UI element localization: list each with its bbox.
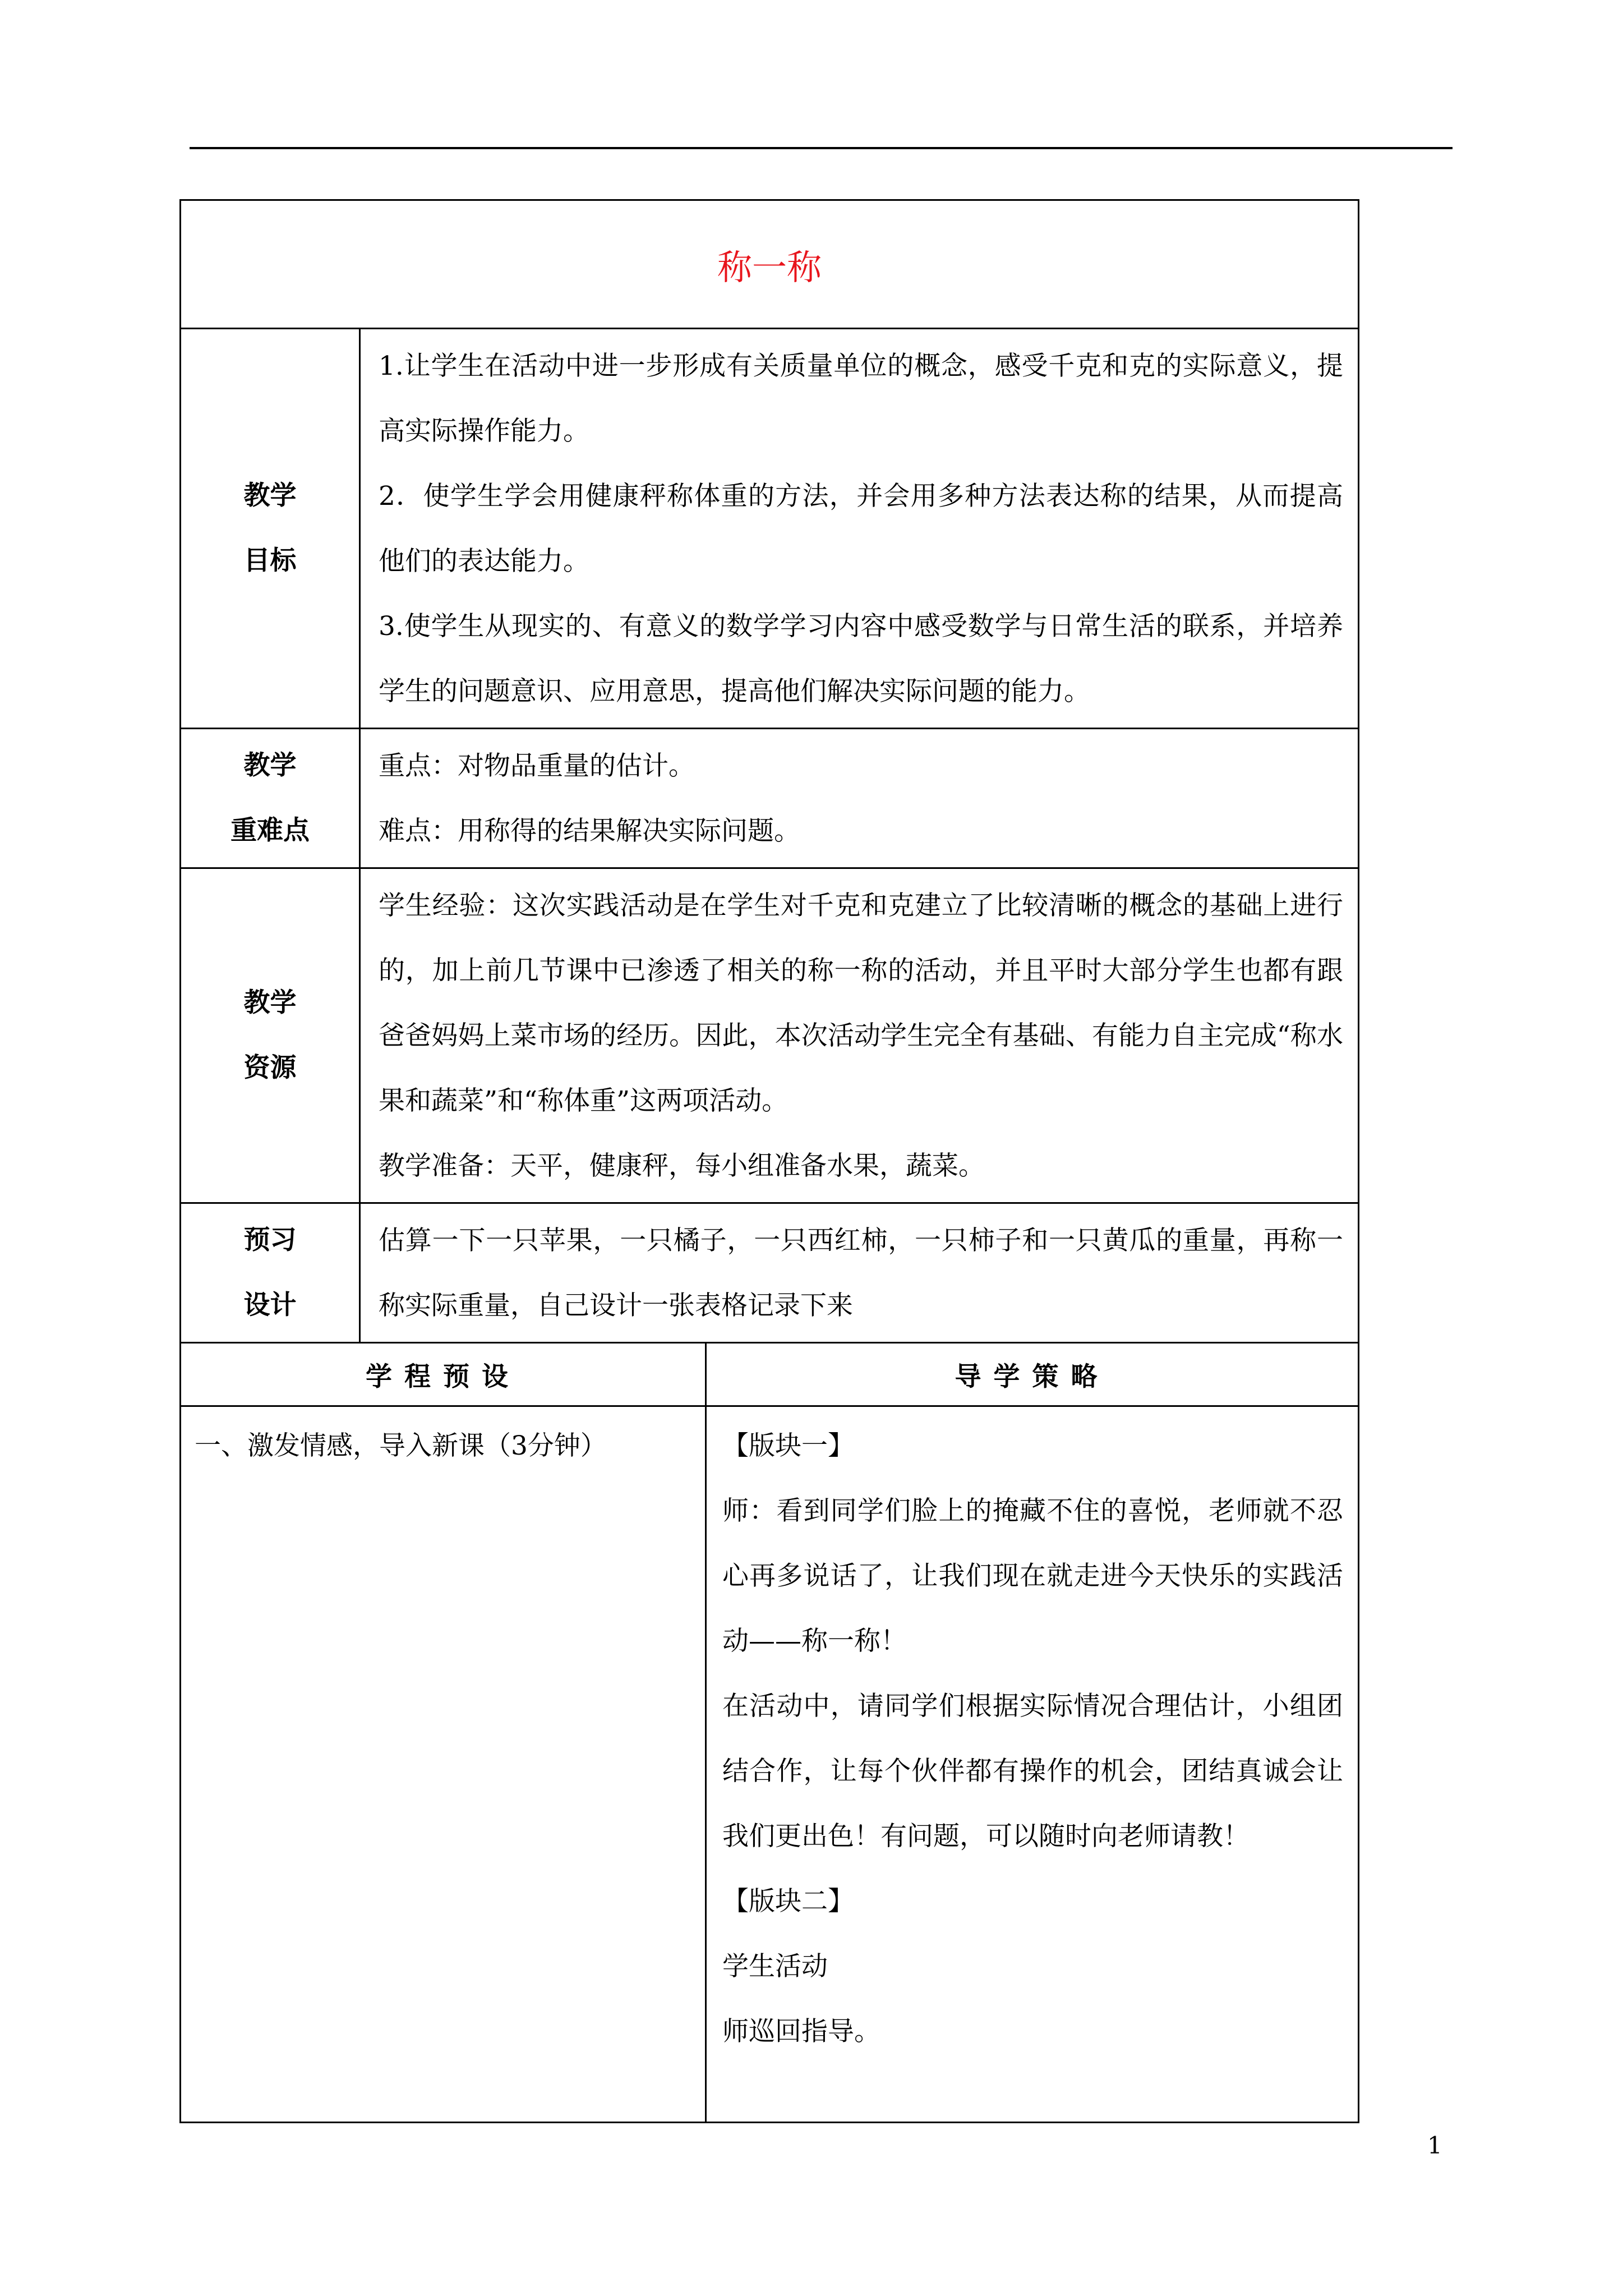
objective-item: 1.让学生在活动中进一步形成有关质量单位的概念，感受千克和克的实际意义，提高实际操作能力。 bbox=[379, 351, 1344, 447]
strategy-paragraph: 【版块二】 bbox=[722, 1886, 854, 1917]
key-points-row bbox=[181, 729, 1359, 868]
key-points-label bbox=[181, 729, 360, 868]
preview-label-line-2: 设计 bbox=[243, 1290, 297, 1320]
column-header-strategy: 导学策略 bbox=[706, 1343, 1359, 1406]
page-number: 1 bbox=[1427, 2132, 1442, 2159]
strategy-paragraph: 【版块一】 bbox=[722, 1430, 854, 1461]
objectives-label bbox=[181, 329, 360, 729]
title-row bbox=[181, 200, 1359, 329]
resources-label-line-1: 教学 bbox=[243, 987, 297, 1018]
resources-row bbox=[181, 868, 1359, 1203]
lesson-plan-table bbox=[179, 199, 1359, 2123]
resource-item: 学生经验：这次实践活动是在学生对千克和克建立了比较清晰的概念的基础上进行的，加上前几节课中已渗透了相关的称一称的活动，并且平时大部分学生也都有跟爸爸妈妈上菜市场的经历。因此，本次活动学生完全有基础、有能力自主完成“称水果和蔬菜”和“称体重”这两项活动。 bbox=[379, 890, 1344, 1116]
preview-label-line-1: 预习 bbox=[243, 1225, 297, 1255]
preview-item: 估算一下一只苹果，一只橘子，一只西红柿，一只柿子和一只黄瓜的重量，再称一称实际重量，自己设计一张表格记录下来 bbox=[379, 1225, 1344, 1321]
key-point-item: 难点：用称得的结果解决实际问题。 bbox=[379, 816, 800, 846]
resources-label-line-2: 资源 bbox=[243, 1052, 297, 1083]
strategy-paragraph: 师：看到同学们脸上的掩藏不住的喜悦，老师就不忍心再多说话了，让我们现在就走进今天快乐的实践活动——称一称！ bbox=[722, 1496, 1344, 1657]
header-rule bbox=[190, 147, 1453, 149]
objective-item: 3.使学生从现实的、有意义的数学学习内容中感受数学与日常生活的联系，并培养学生的问题意识、应用意思，提高他们解决实际问题的能力。 bbox=[379, 611, 1344, 707]
process-step: 一、激发情感，导入新课（3分钟） bbox=[181, 1406, 706, 2123]
resource-item: 教学准备：天平，健康秤，每小组准备水果，蔬菜。 bbox=[379, 1151, 985, 1181]
resources-content bbox=[360, 868, 1359, 1203]
strategy-paragraph: 在活动中，请同学们根据实际情况合理估计，小组团结合作，让每个伙伴都有操作的机会，团结真诚会让我们更出色！有问题，可以随时向老师请教！ bbox=[722, 1691, 1344, 1852]
strategy-content bbox=[706, 1406, 1359, 2123]
key-point-item: 重点：对物品重量的估计。 bbox=[379, 751, 695, 781]
process-row bbox=[181, 1406, 1359, 2123]
objectives-label-line-2: 目标 bbox=[243, 545, 297, 576]
key-points-label-line-1: 教学 bbox=[243, 750, 297, 781]
objectives-content bbox=[360, 329, 1359, 729]
strategy-paragraph: 师巡回指导。 bbox=[722, 2016, 880, 2047]
column-header-row bbox=[181, 1343, 1359, 1406]
preview-content bbox=[360, 1203, 1359, 1343]
key-points-content bbox=[360, 729, 1359, 868]
strategy-paragraph: 学生活动 bbox=[722, 1951, 828, 1982]
resources-label bbox=[181, 868, 360, 1203]
key-points-label-line-2: 重难点 bbox=[230, 815, 310, 846]
objective-item: 2．使学生学会用健康秤称体重的方法，并会用多种方法表达称的结果，从而提高他们的表达能力。 bbox=[379, 481, 1344, 577]
preview-row bbox=[181, 1203, 1359, 1343]
objectives-label-line-1: 教学 bbox=[243, 480, 297, 511]
column-header-process: 学程预设 bbox=[181, 1343, 706, 1406]
lesson-title: 称一称 bbox=[181, 200, 1359, 329]
preview-label bbox=[181, 1203, 360, 1343]
objectives-row bbox=[181, 329, 1359, 729]
